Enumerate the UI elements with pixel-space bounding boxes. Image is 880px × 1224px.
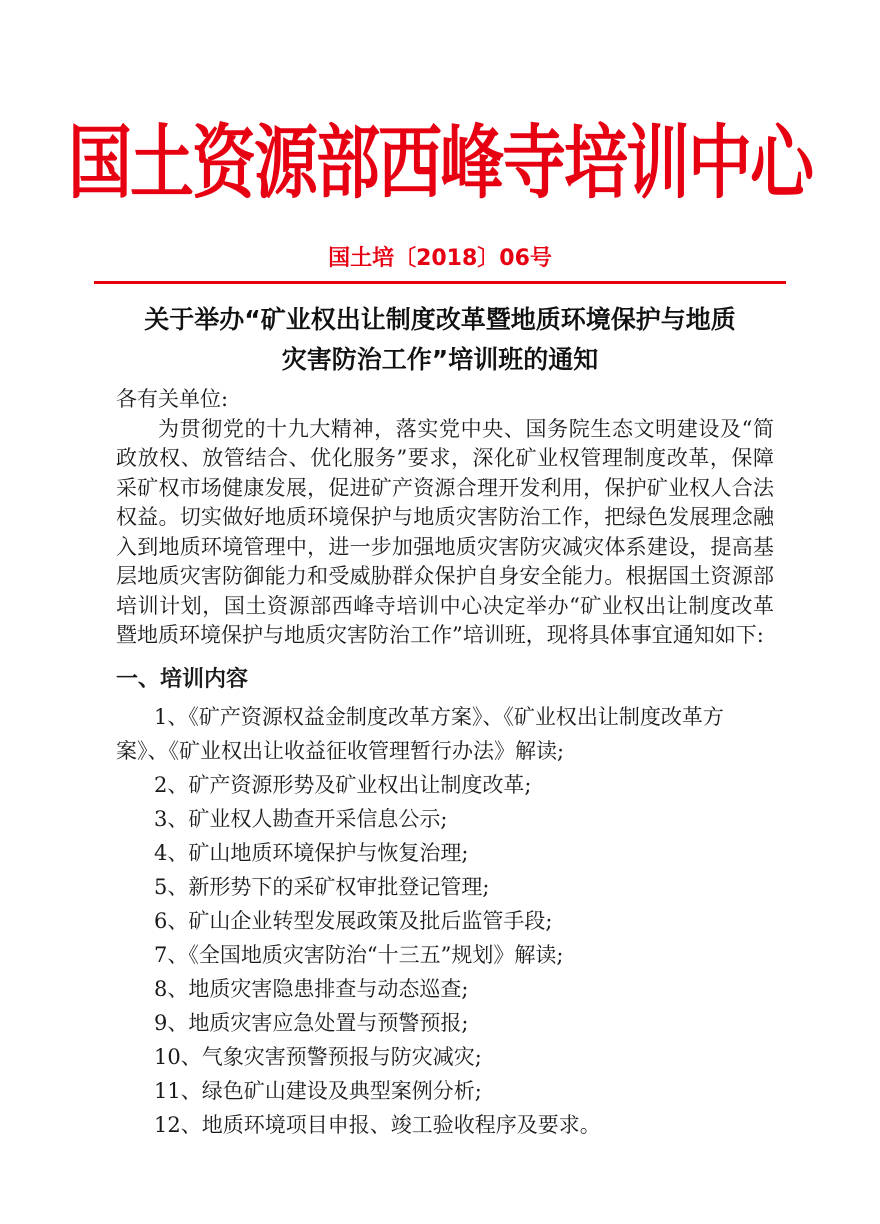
list-item: 5、新形势下的采矿权审批登记管理; — [154, 875, 490, 899]
salutation: 各有关单位: — [116, 387, 229, 411]
list-item: 7、《全国地质灾害防治“十三五”规划》解读; — [154, 943, 564, 967]
list-item: 2、矿产资源形势及矿业权出让制度改革; — [154, 773, 532, 797]
list-item: 1、《矿产资源权益金制度改革方案》、《矿业权出让制度改革方案》、《矿业权出让收益征收管理暂行办法》解读; — [116, 705, 724, 763]
list-item: 9、地质灾害应急处置与预警预报; — [154, 1011, 469, 1035]
list-item: 4、矿山地质环境保护与恢复治理; — [154, 841, 469, 865]
list-item: 3、矿业权人勘查开采信息公示; — [154, 807, 448, 831]
list-item: 8、地质灾害隐患排查与动态巡查; — [154, 977, 469, 1001]
list-item: 11、绿色矿山建设及典型案例分析; — [154, 1079, 482, 1103]
notice-title-line-2: 灾害防治工作”培训班的通知 — [281, 345, 599, 374]
section-heading-training-content: 一、培训内容 — [116, 667, 249, 692]
list-item: 10、气象灾害预警预报与防灾减灾; — [154, 1045, 482, 1069]
notice-title — [60, 300, 820, 380]
intro-paragraph: 为贯彻党的十九大精神，落实党中央、国务院生态文明建设及“简政放权、放管结合、优化服务”要求，深化矿业权管理制度改革，保障采矿权市场健康发展，促进矿产资源合理开发利用，保护矿业权人合法权益。切实做好地质环境保护与地质灾害防治工作，把绿色发展理念融入到地质环境管理中，进一步加强地质灾害防灾减灾体系建设，提高基层地质灾害防御能力和受威胁群众保护自身安全能力。根据国土资源部培训计划，国土资源部西峰寺培训中心决定举办“矿业权出让制度改革暨地质环境保护与地质灾害防治工作”培训班，现将具体事宜通知如下: — [116, 416, 774, 647]
document-number: 国土培〔2018〕06号 — [328, 246, 552, 271]
list-item: 6、矿山企业转型发展政策及批后监管手段; — [154, 909, 553, 933]
training-content-list — [116, 700, 776, 1142]
list-item: 12、地质环境项目申报、竣工验收程序及要求。 — [154, 1113, 601, 1137]
notice-title-line-1: 关于举办“矿业权出让制度改革暨地质环境保护与地质 — [144, 305, 736, 334]
masthead-title: 国土资源部西峰寺培训中心 — [68, 118, 812, 211]
red-divider-line — [94, 281, 786, 284]
notice-body — [116, 385, 774, 651]
